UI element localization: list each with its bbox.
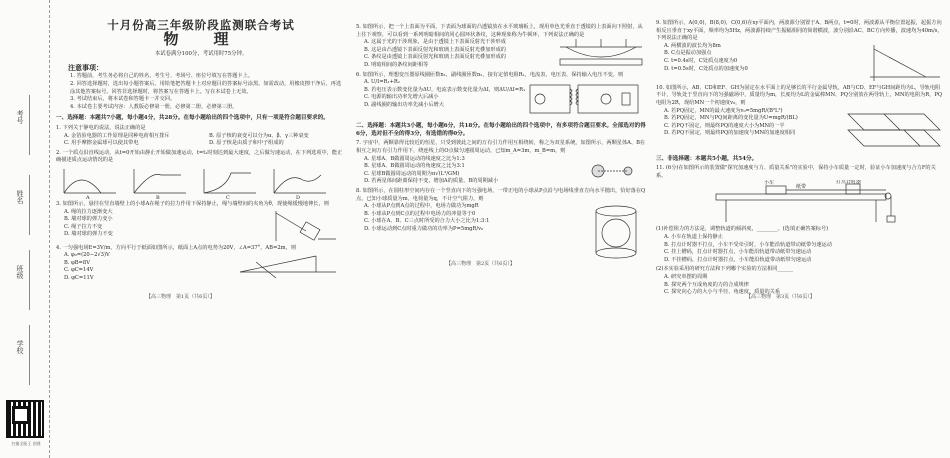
question-8: 8. 如图所示，在圆柱形空间内存在一个竖直向下的匀强电场，一带正电的小球从P点沿与电场线垂直方向水平抛出，恰好落在Q点，已知小球质量为m，电荷量为q，不计空气阻力，则 <box>356 187 646 202</box>
option: C. φC=14V <box>64 267 94 274</box>
option: C. 挂上槽码，打点计时器打点，小车能沿轨道带动纸带匀速运动 <box>664 249 812 256</box>
question-11: 11. (6分)在如图所示的装置做"探究加速度与力、质量关系"的实验中，保持小车质量一定时，验证小车加速度与合力F的关系。 <box>656 165 936 179</box>
q4-figure <box>236 252 346 282</box>
option: A. φ₀=(20−2√3)V <box>64 252 110 259</box>
margin-line <box>29 175 30 235</box>
q4-block <box>56 252 346 282</box>
notice-item: 4. 本试卷主要考试内容：人教版必修第一册，必修第二册，必修第三册。 <box>70 103 238 110</box>
graph-label-b: B <box>156 194 160 199</box>
label-timer: 打点计时器 <box>836 180 862 186</box>
option: B. 星球A、B做圆周运动的角速度之比为3:1 <box>364 163 465 170</box>
question-2: 2. 一个质点沿直线运动，从t=0开始由静止开始做加速运动，t=t₁时刻达到最大速度，之后做匀速运动，在下列选项中，能正确描述质点运动情况的是 <box>56 149 343 164</box>
section-heading: 二、选择题：本题共3小题，每小题6分，共18分。在每小题给出的四个选项中，有多项符合题目要求。全部选对的得6分，选对但不全的得3分，有选错的得0分。 <box>356 123 646 137</box>
option: A. 小车在轨道上保持静止 <box>664 233 723 240</box>
option: A. U/I=R₁+R₂ <box>364 79 400 86</box>
margin-line <box>29 95 30 155</box>
notice-heading: 注意事项： <box>68 62 103 72</box>
q5-block <box>356 39 646 69</box>
option: A. 小球从P点到A点的过程中，电场力做功为mgR <box>364 203 479 210</box>
q5-options <box>356 39 556 69</box>
notice-item: 1. 答题前，考生务必将自己的姓名、考生号、考场号、座位号填写在答题卡上。 <box>70 73 253 80</box>
graph-label-c: C <box>226 194 230 199</box>
exam-title: 十月份高三年级阶段监测联合考试 <box>107 18 295 32</box>
question-7: 7. 宇宙中，两颗靠得比较近的恒星，只受到彼此之间的万有引力作用互相绕转，称之为双星系统，如图所示，两颗星体A、B在相互之间万有引力作用下，绕连线上的O点做匀速圆周运动，已知m_A=3m，m_B=m，则 <box>356 140 646 154</box>
option: C. t=0.4s时，C处质点速度为0 <box>664 57 738 64</box>
question-11-part1: (1)补偿阻力的方法是，调整轨道的倾斜度，________。(选填正确答案标号) <box>656 226 829 233</box>
option: B. φB=8V <box>64 259 90 266</box>
option: C. 条纹是由透镜上表面反射光和玻璃上表面反射光叠加形成的 <box>364 54 506 61</box>
question-6: 6. 如图所示，理想变压器原线圈匝数n₁，副线圈匝数n₂，接有定值电阻R₁，电流表，电压表，保持输入电压不变，则 <box>356 71 624 78</box>
option: A. 绳的拉力逐渐变大 <box>64 208 113 215</box>
page-footer: 【高三物理 第3页（共6页）】 <box>746 293 815 300</box>
option: A. 两横波的波长均为8m <box>664 42 721 49</box>
q10-options <box>656 108 844 152</box>
question-1: 1. 下列关于静电的说法，说法正确的是 <box>56 124 146 131</box>
q9-block <box>656 43 944 83</box>
graph-b <box>134 169 186 193</box>
option: A. 这属于光的干涉现象，是由于透镜上下表面反射光干涉形成 <box>364 39 506 46</box>
option: B. 若PQ固定，MN与PQ间距离的变化量为U=mgR/(BL) <box>664 115 798 122</box>
question-11-part2: (2)本实验采用的研究方法和下列哪个实验的方法相同______ <box>656 266 794 273</box>
option: D. 小球运动到C点时重力做功的功率为P=5mgR/v₀ <box>364 225 484 232</box>
qr-code <box>6 400 44 438</box>
question-10: 10. 如图所示，AB、CD和EF、GH为固定在水平面上的足够长的平行金属导轨，AB与CD、EF与GH间距均为L，导轨电阻不计，导轨处于竖直向下的匀强磁场中，质量均为m，长度均为L的金属棒MN、PQ分别放在两导轨上，MN的电阻为R，PQ电阻为2R，现给MN一个初速度v₀，则 <box>656 84 943 106</box>
margin-line <box>29 250 30 310</box>
option: D. 明暗相间的条纹间距相等 <box>364 61 429 68</box>
q8-block <box>356 203 646 263</box>
q8-options <box>356 203 586 263</box>
option: B. 原子核的衰变可以分为α、β、γ三种衰变 <box>209 132 309 139</box>
question-3: 3. 如图所示，悬挂在竖直墙壁上的小球A在绳子的拉力作用下保持静止，绳与墙壁间的夹角为θ，现使绳缓慢地伸长，则 <box>56 200 329 207</box>
option: C. 若PQ不固定，则最终PQ的速度大小为MN的一半 <box>664 122 785 129</box>
q7-figure <box>576 156 646 186</box>
q9-options <box>656 43 864 83</box>
graph-d <box>274 169 326 193</box>
margin-label-school: 学校 <box>16 340 24 354</box>
section-heading: 一、选择题：本题共7小题，每小题4分，共28分。在每小题给出的四个选项中，只有一项是符合题目要求的。 <box>56 115 329 122</box>
page-footer: 【高三物理 第2页（共6页）】 <box>446 261 515 268</box>
option: D. 不挂槽码，打点计时器打点，小车能沿轨道带动纸带匀速运动 <box>664 256 812 263</box>
q6-block <box>356 79 646 119</box>
qr-caption: 扫描全能王 创建 <box>11 441 41 446</box>
option: B. 这是由凸透镜下表面反射光和玻璃上表面反射光叠加形成的 <box>364 46 506 53</box>
margin-label-id: 考号 <box>16 110 24 124</box>
option: B. 探究两个互成角度的力的合成规律 <box>664 281 749 288</box>
option: D. φC=11V <box>64 274 94 281</box>
q7-options <box>356 156 576 186</box>
margin-label-class: 班级 <box>16 265 24 279</box>
option: D. 副线圈的输出功率先减小后增大 <box>364 101 444 108</box>
option: A. 研究单摆的周期 <box>664 273 708 280</box>
graph-a <box>64 169 116 193</box>
label-tape: 纸带 <box>796 184 807 191</box>
q10-block <box>656 108 944 152</box>
option: B. C点是振动加强点 <box>664 50 712 57</box>
binding-margin <box>0 0 50 458</box>
margin-label-name: 姓名 <box>16 190 24 204</box>
option: C. 绳子拉力不变 <box>64 223 103 230</box>
option: B. 若电压表示数变化量为ΔU，电流表示数变化量为ΔI，则ΔU/ΔI=R₁ <box>364 86 526 93</box>
q3-options <box>56 209 266 243</box>
option: C. 用手摩擦金属球可以使其带电 <box>64 140 139 147</box>
option: D. 原子核是由质子和中子组成的 <box>209 140 284 147</box>
page-footer: 【高三物理 第1页（共6页）】 <box>146 294 215 301</box>
question-9: 9. 如图所示，A(0,0)，B(8,0)，C(0,6)在xy平面内，两波源分别置于A、B两点，t=0时，两波源从平衡位置起振，起振方向相反且垂直于xy平面，频率均为5Hz，两波源持续产生振幅相同的简谐横波，波分别沿AC、BC方向传播，波速均为40m/s，下列说法正确的是 <box>656 20 943 42</box>
option: A. 金箔验电器的工作原理是同种电荷相互排斥 <box>64 132 170 139</box>
option: B. 小球从P点到C点的过程中电场力的冲量等于0 <box>364 210 476 217</box>
option: C. 电源的输出功率先增大后减小 <box>364 94 439 101</box>
question-4: 4. 一匀强电场E=3V/m，方向平行于纸面如图所示，纸面上A点的电势为20V，∠A=37°，AB=2m，则 <box>56 244 296 251</box>
q7-block <box>356 156 646 186</box>
option: B. 打点计时器不打点，小车不受牵引时，小车能沿轨道带动纸带匀速运动 <box>664 241 832 248</box>
label-cart: 小车 <box>764 180 775 187</box>
q8-figure <box>586 203 646 263</box>
page-2-column <box>356 6 646 275</box>
notice-item: 3. 考试结束后，将本试卷和答题卡一并交回。 <box>70 96 176 103</box>
option: D. t=0.5s时，C处质点的加速度为0 <box>664 65 748 72</box>
graph-label-a: A <box>86 194 90 199</box>
q10-figure <box>844 108 944 152</box>
exam-meta: 本试卷满分100分，考试用时75分钟。 <box>154 51 248 58</box>
q6-circuit <box>526 79 646 119</box>
exam-subject: 物 理 <box>163 29 239 48</box>
option: C. 小球在A、B、C三点时所受的合力大小之比为1:3:1 <box>364 218 490 225</box>
page-3-column <box>656 6 944 307</box>
question-5: 5. 如图所示，把一个上表面为平面，下表面为球面的凸透镜放在水平玻璃板上，现用单色光垂直于透镜的上表面向下照射，从上往下观察，可以看到一系列明暗相间的同心圆环状条纹，这种现象称为牛顿环，下列说法正确的是 <box>356 24 643 38</box>
q6-options <box>356 79 526 119</box>
q3-block <box>56 209 346 243</box>
option: D. 若两星体间距离保持不变，增加A的质量，B的周期减小 <box>364 178 499 185</box>
graph-c <box>204 169 256 193</box>
option: A. 若PQ固定，MN的最大速度为v₀=5mgR/(B²L²) <box>664 107 783 114</box>
option: A. 星球A、B做圆周运动的线速度之比为1:3 <box>364 155 465 162</box>
option: C. 探究向心力的大小与半径、角速度、质量的关系 <box>664 289 781 296</box>
q1-options <box>56 133 346 148</box>
option: B. 墙对球的弹力变小 <box>64 216 113 223</box>
q2-graphs <box>56 165 341 199</box>
notice-item: 2. 回答选择题时，选出每小题答案后，用铅笔把答题卡上对应题目的答案标号涂黑。如需改动，用橡皮擦干净后，再选涂其他答案标号。回答非选择题时，将答案写在答题卡上。写在本试卷上无效。 <box>70 80 342 95</box>
q3-figure <box>266 209 346 243</box>
margin-line <box>29 325 30 385</box>
q11-apparatus <box>656 180 916 224</box>
option: C. 星球B做圆周运动的周期为π√(L³/GM) <box>364 170 460 177</box>
page-1-column <box>56 6 346 301</box>
q5-figure <box>556 39 646 69</box>
q9-figure <box>864 43 944 83</box>
section-heading: 三、非选择题：本题共5小题，共54分。 <box>656 155 758 162</box>
graph-label-d: D <box>296 194 301 199</box>
q4-options <box>56 252 236 282</box>
option: D. 墙对球的弹力不变 <box>64 231 113 238</box>
option: D. 若PQ不固定，则最终PQ的加速度与MN的加速度相同 <box>664 130 796 137</box>
